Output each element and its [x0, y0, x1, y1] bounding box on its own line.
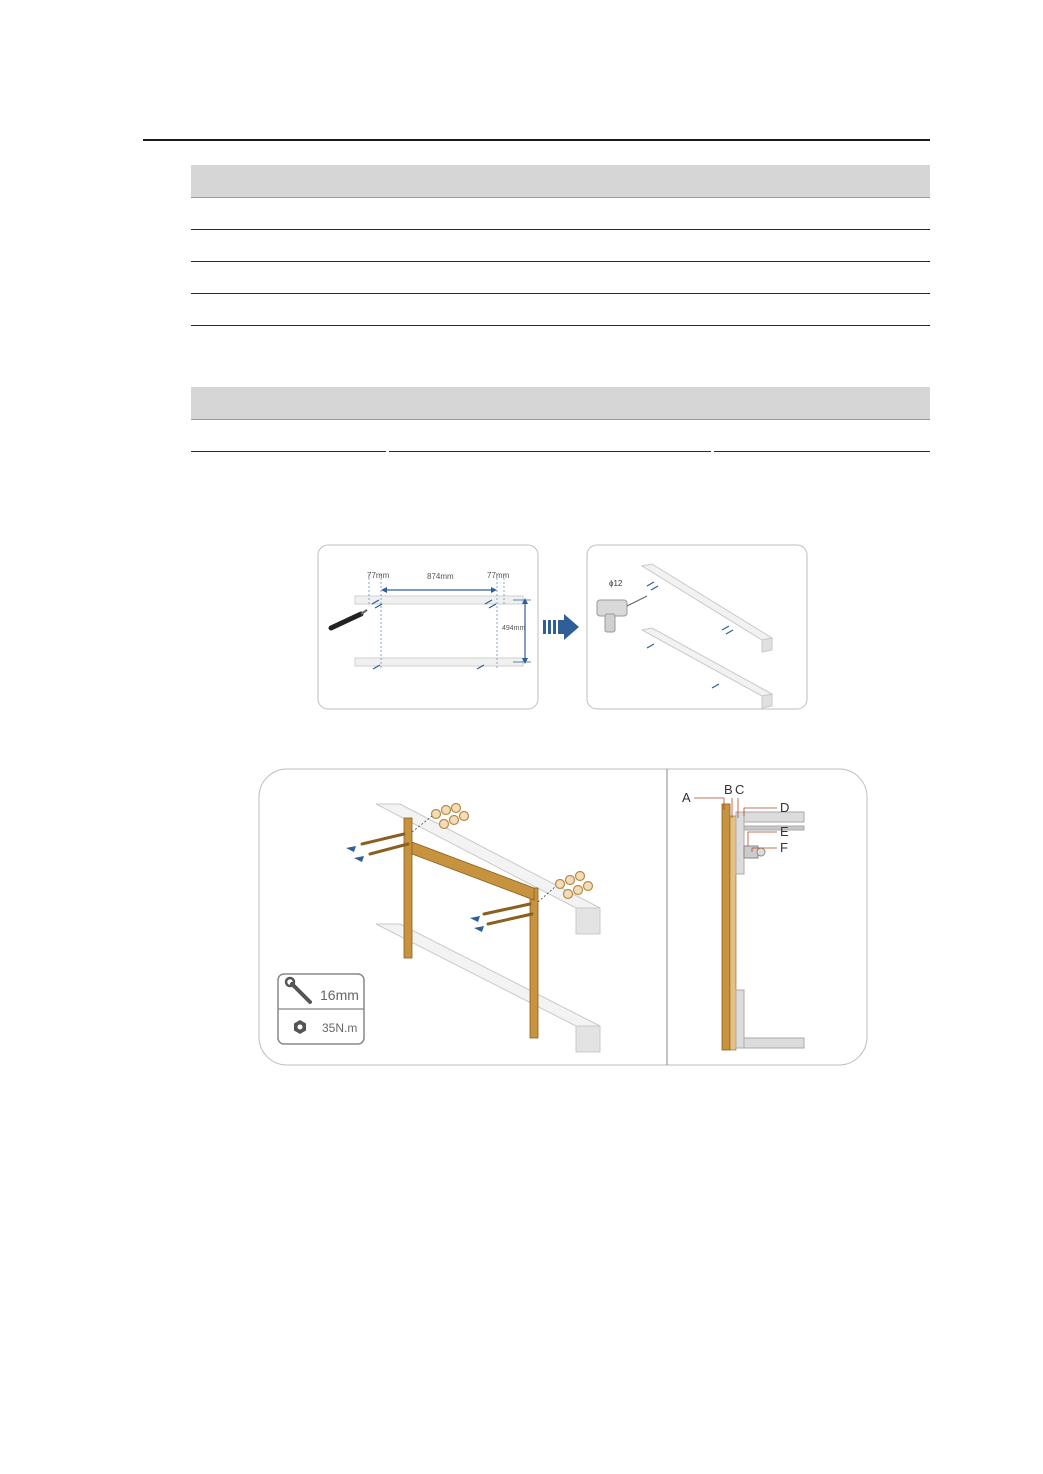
drill-size-label: ϕ12: [609, 579, 623, 588]
illustration-shape: [736, 990, 744, 1048]
illustration-shape: [584, 882, 593, 891]
table-row: [191, 294, 930, 326]
illustration-shape: [355, 658, 523, 666]
illustration-shape: [576, 872, 585, 881]
illustration-shape: [553, 620, 556, 634]
label-d: D: [780, 800, 790, 815]
torque-label: 35N.m: [322, 1021, 358, 1035]
illustration-shape: [556, 880, 565, 889]
dim-vertical-label: 494mm: [502, 625, 526, 632]
tools-table: [191, 387, 930, 451]
illustration-shape: [460, 812, 469, 821]
label-a: A: [682, 790, 691, 805]
header-rule: [143, 139, 930, 141]
illustration-shape: [757, 848, 765, 856]
illustration-shape: [450, 816, 459, 825]
dim-left-label: 77mm: [367, 571, 390, 580]
illustration-shape: [762, 638, 772, 652]
illustration-shape: [432, 810, 441, 819]
label-f: F: [780, 840, 788, 855]
table-row: [191, 230, 930, 262]
illustration-shape: [442, 806, 451, 815]
drilling-panel: [587, 545, 807, 709]
illustration-shape: [730, 816, 736, 1050]
illustration-shape: [355, 596, 523, 604]
illustration-shape: [440, 820, 449, 829]
illustration-shape: [722, 804, 730, 1050]
table-header: [191, 165, 930, 198]
illustration-shape: [566, 876, 575, 885]
illustration-shape: [762, 694, 772, 708]
illustration-shape: [298, 1025, 303, 1030]
label-e: E: [780, 824, 789, 839]
label-b: B: [724, 782, 733, 797]
illustration-shape: [404, 818, 412, 958]
illustration-shape: [564, 890, 573, 899]
table-header: [191, 387, 930, 420]
illustration-shape: [744, 826, 804, 830]
dim-middle-label: 874mm: [427, 572, 454, 581]
illustration-shape: [564, 614, 579, 640]
illustration-shape: [452, 804, 461, 813]
illustration-shape: [576, 1026, 600, 1052]
illustration-shape: [574, 886, 583, 895]
next-step-arrow-icon: [543, 614, 579, 640]
illustration-shape: [543, 620, 546, 634]
dim-right-label: 77mm: [487, 571, 510, 580]
illustration-shape: [744, 812, 804, 822]
bracket-installation-figure: [258, 768, 868, 1067]
illustration-shape: [605, 614, 615, 632]
table-row: [191, 198, 930, 230]
illustration-shape: [736, 812, 744, 874]
illustration-shape: [744, 1038, 804, 1048]
label-c: C: [735, 782, 745, 797]
illustration-shape: [576, 908, 600, 934]
illustration-shape: [548, 620, 551, 634]
table-row: [191, 420, 930, 451]
illustration-shape: [558, 620, 564, 634]
illustration-shape: [530, 888, 538, 1038]
table-row: [191, 262, 930, 294]
wrench-size-label: 16mm: [320, 987, 359, 1003]
tool-spec-box: [278, 974, 364, 1044]
parts-table: [191, 165, 930, 326]
drilling-figure: [317, 544, 809, 712]
